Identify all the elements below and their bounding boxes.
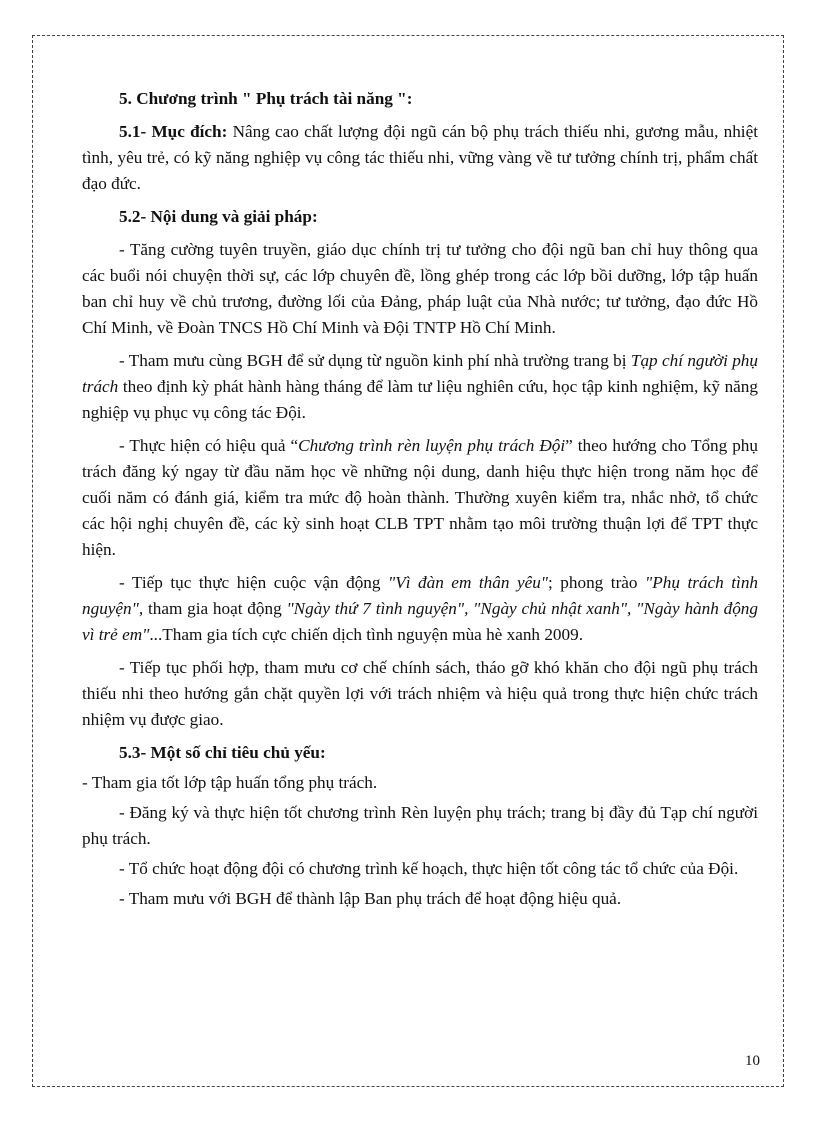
magazine-text-a: - Tham mưu cùng BGH để sử dụng từ nguồn kinh phí nhà trường trang bị: [119, 351, 631, 370]
campaign-activities: "Ngày thứ 7 tình nguyện", "Ngày chủ nhật xanh", "Ngày hành động vì trẻ em": [82, 599, 758, 644]
campaign-name-1: "Vì đàn em thân yêu": [388, 573, 549, 592]
section-heading: 5. Chương trình " Phụ trách tài năng ":: [119, 89, 413, 108]
page-number: 10: [745, 1053, 760, 1069]
target-item: - Tổ chức hoạt động đội có chương trình kế hoạch, thực hiện tốt công tác tổ chức của Đội.: [119, 859, 739, 878]
campaign-text-c: ; phong trào: [548, 573, 646, 592]
campaign-text-e: , tham gia hoạt động: [138, 599, 287, 618]
paragraph-purpose: [82, 119, 758, 197]
campaign-name-2: "Phụ trách tình nguyện": [82, 573, 759, 618]
purpose-label: 5.1- Mục đích:: [119, 122, 228, 141]
program-text-a: - Thực hiện có hiệu quả “: [119, 436, 299, 455]
target-item: - Tham mưu với BGH để thành lập Ban phụ trách để hoạt động hiệu quả.: [119, 889, 622, 908]
campaign-text-g: ...Tham gia tích cực chiến dịch tình nguyện mùa hè xanh 2009.: [149, 625, 583, 644]
magazine-text-c: theo định kỳ phát hành hàng tháng để làm tư liệu nghiên cứu, học tập kinh nghiệm, kỹ năng nghiệp vụ phục vụ công tác Đội.: [82, 377, 758, 422]
campaign-text-a: - Tiếp tục thực hiện cuộc vận động: [119, 573, 388, 592]
paragraph-propaganda: - Tăng cường tuyên truyền, giáo dục chính trị tư tưởng cho đội ngũ ban chỉ huy thông qua các buổi nói chuyện thời sự, các lớp chuyên đề, lồng ghép trong các lớp bồi dưỡng, lớp tập huấn ban chỉ huy về chủ trương, đường lối của Đảng, pháp luật của Nhà nước; tư tưởng, đạo đức Hồ Chí Minh, về Đoàn TNCS Hồ Chí Minh và Đội TNTP Hồ Chí Minh.: [82, 240, 758, 337]
purpose-text: Nâng cao chất lượng đội ngũ cán bộ phụ trách thiếu nhi, gương mẫu, nhiệt tình, yêu trẻ, có kỹ năng nghiệp vụ công tác thiếu nhi, vững vàng về tư tưởng chính trị, phẩm chất đạo đức.: [82, 122, 758, 193]
target-item: - Đăng ký và thực hiện tốt chương trình Rèn luyện phụ trách; trang bị đầy đủ Tạp chí người phụ trách.: [82, 803, 758, 848]
paragraph-magazine: [82, 348, 758, 426]
program-text-c: ” theo hướng cho Tổng phụ trách đăng ký ngay từ đầu năm học về những nội dung, danh hiệu thực hiện trong năm học để cuối năm có đánh giá, kiểm tra mức độ hoàn thành. Thường xuyên kiểm tra, nhắc nhở, tổ chức các hội nghị chuyên đề, các kỳ sinh hoạt CLB TPT nhằm tạo môi trường thuận lợi để TPT thực hiện.: [82, 436, 758, 559]
paragraph-coordination: - Tiếp tục phối hợp, tham mưu cơ chế chính sách, tháo gỡ khó khăn cho đội ngũ phụ trách thiếu nhi theo hướng gắn chặt quyền lợi với trách nhiệm và hiệu quả trong thực hiện chức trách nhiệm vụ được giao.: [82, 658, 758, 729]
paragraph-campaign: [82, 570, 758, 648]
program-title: Chương trình rèn luyện phụ trách Đội: [298, 436, 566, 455]
targets-label: 5.3- Một số chỉ tiêu chủ yếu:: [119, 743, 326, 762]
magazine-title: Tạp chí người phụ trách: [82, 351, 758, 396]
paragraph-program: [82, 433, 758, 563]
document-body: [82, 86, 758, 916]
content-solutions-label: 5.2- Nội dung và giải pháp:: [119, 207, 318, 226]
target-item: - Tham gia tốt lớp tập huấn tổng phụ trách.: [82, 773, 378, 792]
